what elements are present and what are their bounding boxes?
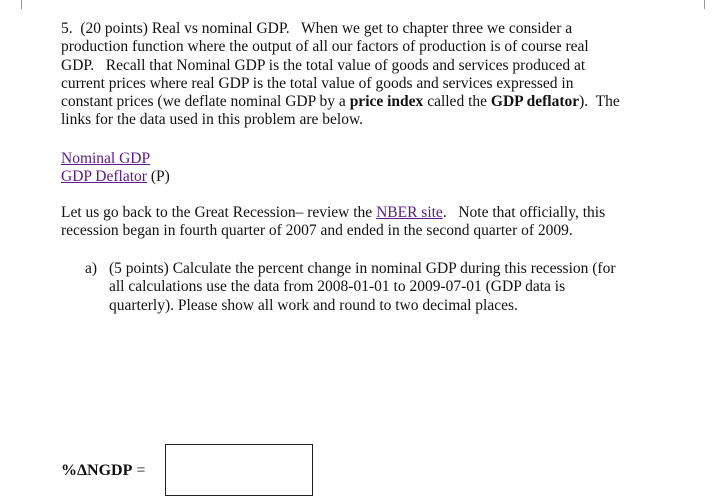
intro-line-6: links for the data used in this problem are below. xyxy=(61,111,364,129)
answer-equals: = xyxy=(132,462,146,479)
recession-line-1 xyxy=(61,204,651,222)
page-edge-left xyxy=(21,0,22,9)
intro-line-2: production function where the output of all our factors of production is of course real xyxy=(61,38,589,56)
nber-site-link[interactable]: NBER site xyxy=(376,204,443,221)
part-a-line-2: all calculations use the data from 2008-01-01 to 2009-07-01 (GDP data is xyxy=(109,278,566,296)
nominal-gdp-link[interactable]: Nominal GDP xyxy=(61,150,151,167)
answer-label xyxy=(61,462,145,480)
intro-line-4: current prices where real GDP is the total value of goods and services expressed in xyxy=(61,74,574,92)
gdp-deflator-link[interactable]: GDP Deflator xyxy=(61,168,147,186)
intro-line-5 xyxy=(61,93,651,111)
answer-variable: %ΔNGDP xyxy=(61,462,133,479)
data-links xyxy=(61,150,651,187)
price-index-term: price index xyxy=(349,93,424,111)
page-edge-right xyxy=(704,0,705,9)
recession-line-1-post: . Note that officially, this xyxy=(442,204,606,221)
part-a-line-3: quarterly). Please show all work and round to two decimal places. xyxy=(109,296,518,314)
gdp-deflator-term: GDP deflator xyxy=(490,93,580,111)
problem-number: 5. xyxy=(61,20,73,37)
recession-paragraph xyxy=(61,204,651,241)
problem-points: (20 points) xyxy=(80,20,148,37)
part-a-body xyxy=(109,260,615,315)
line5-mid: called the xyxy=(423,93,491,111)
part-a-marker: a) xyxy=(85,260,98,277)
intro-line-3: GDP. Recall that Nominal GDP is the total value of goods and services produced at xyxy=(61,56,586,74)
gdp-deflator-suffix: (P) xyxy=(146,168,170,186)
problem-title: Real vs nominal GDP. xyxy=(151,20,290,37)
part-a-line-1: (5 points) Calculate the percent change in nominal GDP during this recession (for xyxy=(109,260,616,277)
answer-input-box[interactable] xyxy=(165,444,313,496)
recession-line-2: recession began in fourth quarter of 2007 and ended in the second quarter of 2009. xyxy=(61,222,573,240)
problem-statement xyxy=(61,20,651,130)
line5-post: ). The xyxy=(579,93,620,111)
recession-line-1-pre: Let us go back to the Great Recession– review the xyxy=(61,204,377,221)
line5-pre: constant prices (we deflate nominal GDP by a xyxy=(61,93,350,111)
intro-line-1: When we get to chapter three we consider a xyxy=(300,20,573,37)
problem-heading-line xyxy=(61,20,651,38)
